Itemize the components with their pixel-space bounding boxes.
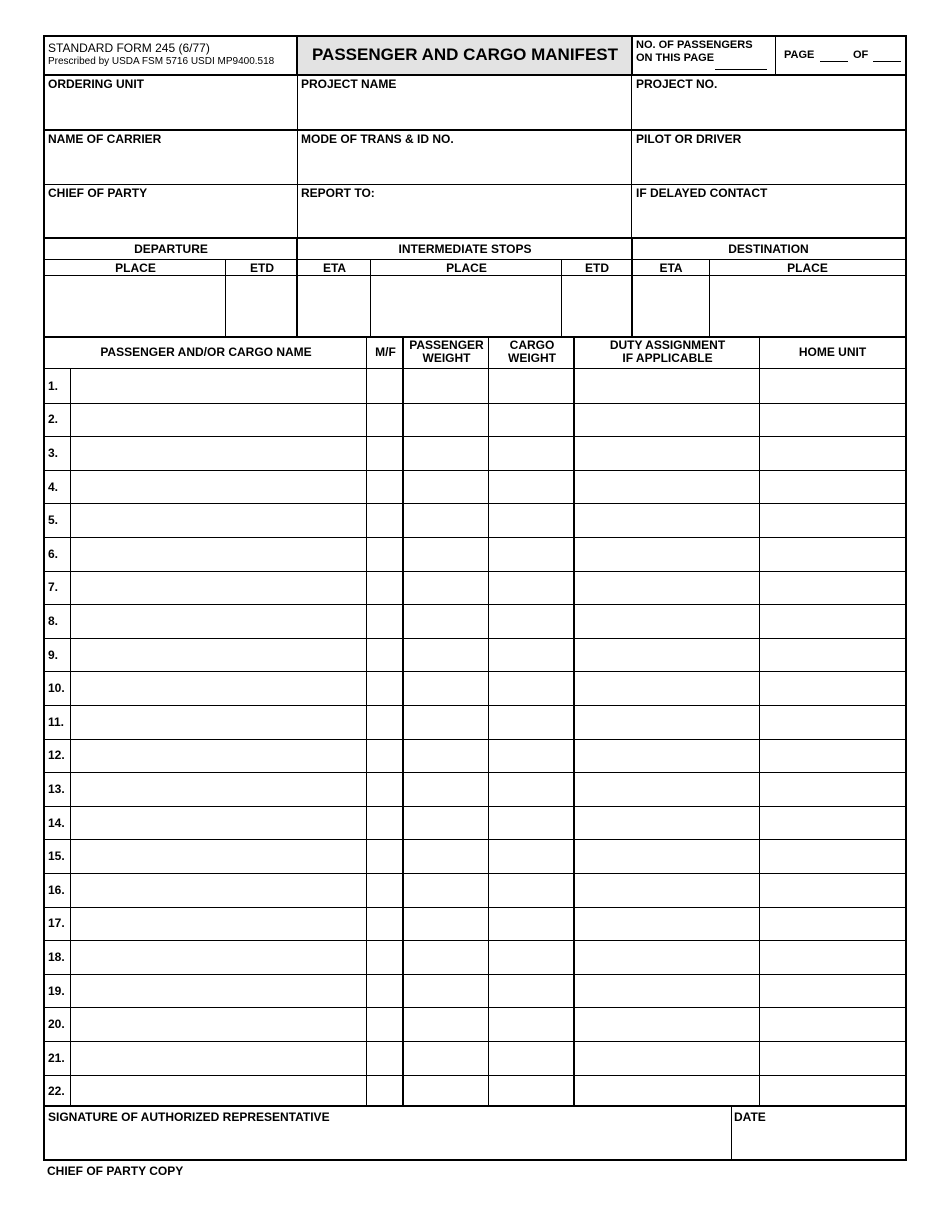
- pilot-or-driver-label: PILOT OR DRIVER: [636, 132, 742, 146]
- destination-header: DESTINATION: [728, 242, 809, 256]
- row-duty-assignment-field[interactable]: [575, 773, 759, 805]
- row-cargo-weight-field[interactable]: [489, 1076, 573, 1108]
- row-name-field[interactable]: [71, 740, 366, 772]
- departure-etd-label: ETD: [250, 261, 274, 275]
- row-number: 17.: [48, 916, 65, 931]
- row-name-field[interactable]: [71, 941, 366, 973]
- intermediate-eta-field[interactable]: [299, 278, 370, 336]
- row-name-field[interactable]: [71, 672, 366, 704]
- divider: [45, 74, 905, 76]
- table-row: [45, 638, 905, 672]
- row-number: 21.: [48, 1050, 65, 1065]
- row-name-field[interactable]: [71, 908, 366, 940]
- row-mf-field[interactable]: [367, 773, 402, 805]
- row-duty-assignment-field[interactable]: [575, 437, 759, 469]
- row-cargo-weight-field[interactable]: [489, 740, 573, 772]
- row-mf-field[interactable]: [367, 807, 402, 839]
- row-name-field[interactable]: [71, 706, 366, 738]
- table-row: [45, 739, 905, 773]
- row-name-field[interactable]: [71, 471, 366, 503]
- row-name-field[interactable]: [71, 1042, 366, 1074]
- divider: [45, 129, 905, 131]
- row-number: 3.: [48, 445, 59, 460]
- row-duty-assignment-field[interactable]: [575, 504, 759, 536]
- table-row: [45, 1075, 905, 1109]
- row-duty-assignment-field[interactable]: [575, 941, 759, 973]
- mode-of-trans-field[interactable]: [300, 147, 630, 183]
- name-of-carrier-label: NAME OF CARRIER: [48, 132, 162, 146]
- row-number: 14.: [48, 815, 65, 830]
- departure-place-label: PLACE: [115, 261, 156, 275]
- divider: [631, 75, 632, 240]
- row-passenger-weight-field[interactable]: [404, 404, 488, 436]
- row-number: 9.: [48, 647, 59, 662]
- report-to-field[interactable]: [300, 201, 630, 237]
- row-cargo-weight-field[interactable]: [489, 471, 573, 503]
- row-passenger-weight-field[interactable]: [404, 1042, 488, 1074]
- row-number: 5.: [48, 513, 59, 528]
- row-duty-assignment-field[interactable]: [575, 840, 759, 872]
- row-passenger-weight-field[interactable]: [404, 773, 488, 805]
- if-delayed-contact-field[interactable]: [635, 201, 905, 237]
- row-cargo-weight-field[interactable]: [489, 941, 573, 973]
- row-home-unit-field[interactable]: [760, 773, 905, 805]
- row-passenger-weight-field[interactable]: [404, 471, 488, 503]
- row-cargo-weight-field[interactable]: [489, 605, 573, 637]
- row-cargo-weight-field[interactable]: [489, 672, 573, 704]
- row-mf-field[interactable]: [367, 975, 402, 1007]
- table-row: [45, 537, 905, 571]
- row-passenger-weight-field[interactable]: [404, 370, 488, 402]
- row-duty-assignment-field[interactable]: [575, 807, 759, 839]
- intermediate-place-field[interactable]: [372, 278, 561, 336]
- row-name-field[interactable]: [71, 773, 366, 805]
- table-row: [45, 806, 905, 840]
- intermediate-stops-header: INTERMEDIATE STOPS: [398, 242, 532, 256]
- pilot-or-driver-field[interactable]: [635, 147, 905, 183]
- row-number: 15.: [48, 849, 65, 864]
- table-row: [45, 436, 905, 470]
- row-cargo-weight-field[interactable]: [489, 504, 573, 536]
- divider: [631, 238, 633, 337]
- intermediate-etd-label: ETD: [585, 261, 609, 275]
- row-home-unit-field[interactable]: [760, 672, 905, 704]
- intermediate-etd-field[interactable]: [563, 278, 631, 336]
- row-mf-field[interactable]: [367, 404, 402, 436]
- destination-eta-label: ETA: [659, 261, 683, 275]
- table-row: [45, 470, 905, 504]
- divider: [45, 275, 905, 276]
- row-cargo-weight-field[interactable]: [489, 437, 573, 469]
- ordering-unit-field[interactable]: [47, 92, 295, 128]
- row-duty-assignment-field[interactable]: [575, 404, 759, 436]
- row-number: 8.: [48, 613, 59, 628]
- form-number: STANDARD FORM 245 (6/77): [48, 41, 210, 55]
- row-name-field[interactable]: [71, 437, 366, 469]
- divider: [573, 337, 575, 1106]
- row-number: 2.: [48, 412, 59, 427]
- row-name-field[interactable]: [71, 538, 366, 570]
- divider: [296, 238, 298, 337]
- row-home-unit-field[interactable]: [760, 504, 905, 536]
- row-name-field[interactable]: [71, 639, 366, 671]
- row-mf-field[interactable]: [367, 908, 402, 940]
- row-home-unit-field[interactable]: [760, 605, 905, 637]
- row-duty-assignment-field[interactable]: [575, 672, 759, 704]
- divider: [731, 1107, 732, 1161]
- row-passenger-weight-field[interactable]: [404, 908, 488, 940]
- table-row: [45, 907, 905, 941]
- if-delayed-contact-label: IF DELAYED CONTACT: [636, 186, 768, 200]
- divider: [45, 368, 905, 369]
- row-home-unit-field[interactable]: [760, 740, 905, 772]
- row-name-field[interactable]: [71, 370, 366, 402]
- row-duty-assignment-field[interactable]: [575, 874, 759, 906]
- row-mf-field[interactable]: [367, 1008, 402, 1040]
- row-name-field[interactable]: [71, 572, 366, 604]
- table-row: [45, 503, 905, 537]
- passengers-count-field[interactable]: [715, 51, 767, 70]
- project-name-field[interactable]: [300, 92, 630, 128]
- row-number: 22.: [48, 1084, 65, 1099]
- row-name-field[interactable]: [71, 605, 366, 637]
- chief-of-party-field[interactable]: [47, 201, 295, 237]
- divider: [70, 369, 71, 1106]
- row-passenger-weight-field[interactable]: [404, 706, 488, 738]
- table-row: [45, 974, 905, 1008]
- row-duty-assignment-field[interactable]: [575, 471, 759, 503]
- row-mf-field[interactable]: [367, 706, 402, 738]
- row-name-field[interactable]: [71, 1008, 366, 1040]
- row-home-unit-field[interactable]: [760, 1008, 905, 1040]
- row-number: 19.: [48, 983, 65, 998]
- row-home-unit-field[interactable]: [760, 572, 905, 604]
- table-row: [45, 873, 905, 907]
- of-label: OF: [853, 49, 869, 61]
- row-passenger-weight-field[interactable]: [404, 1008, 488, 1040]
- destination-place-label: PLACE: [787, 261, 828, 275]
- row-number: 10.: [48, 681, 65, 696]
- col-cargo-weight-header: CARGO: [509, 338, 555, 352]
- row-cargo-weight-field[interactable]: [489, 975, 573, 1007]
- date-field[interactable]: [733, 1125, 903, 1157]
- row-name-field[interactable]: [71, 840, 366, 872]
- divider: [709, 259, 710, 337]
- row-mf-field[interactable]: [367, 1042, 402, 1074]
- table-row: [45, 1007, 905, 1041]
- row-cargo-weight-field[interactable]: [489, 773, 573, 805]
- page-total-field[interactable]: [873, 45, 901, 62]
- passengers-label: NO. OF PASSENGERS: [636, 39, 753, 51]
- row-name-field[interactable]: [71, 404, 366, 436]
- table-row: [45, 604, 905, 638]
- row-passenger-weight-field[interactable]: [404, 840, 488, 872]
- col-home-unit-header: HOME UNIT: [798, 345, 867, 359]
- report-to-label: REPORT TO:: [301, 186, 375, 200]
- divider: [45, 237, 905, 239]
- row-name-field[interactable]: [71, 504, 366, 536]
- row-home-unit-field[interactable]: [760, 1042, 905, 1074]
- row-home-unit-field[interactable]: [760, 404, 905, 436]
- row-duty-assignment-field[interactable]: [575, 572, 759, 604]
- table-row: [45, 940, 905, 974]
- divider: [45, 259, 905, 260]
- destination-eta-field[interactable]: [633, 278, 709, 336]
- row-mf-field[interactable]: [367, 504, 402, 536]
- row-home-unit-field[interactable]: [760, 941, 905, 973]
- row-cargo-weight-field[interactable]: [489, 370, 573, 402]
- row-cargo-weight-field[interactable]: [489, 1042, 573, 1074]
- row-cargo-weight-field[interactable]: [489, 1008, 573, 1040]
- row-cargo-weight-field[interactable]: [489, 874, 573, 906]
- row-passenger-weight-field[interactable]: [404, 1076, 488, 1108]
- row-mf-field[interactable]: [367, 941, 402, 973]
- row-mf-field[interactable]: [367, 740, 402, 772]
- table-row: [45, 772, 905, 806]
- row-home-unit-field[interactable]: [760, 874, 905, 906]
- row-duty-assignment-field[interactable]: [575, 605, 759, 637]
- signature-field[interactable]: [47, 1125, 729, 1157]
- row-home-unit-field[interactable]: [760, 1076, 905, 1108]
- intermediate-place-label: PLACE: [446, 261, 487, 275]
- row-duty-assignment-field[interactable]: [575, 1076, 759, 1108]
- row-number: 12.: [48, 748, 65, 763]
- project-no-label: PROJECT NO.: [636, 77, 718, 91]
- divider: [296, 37, 298, 76]
- col-passenger-weight-header: PASSENGER: [409, 338, 484, 352]
- row-mf-field[interactable]: [367, 605, 402, 637]
- row-cargo-weight-field[interactable]: [489, 908, 573, 940]
- row-home-unit-field[interactable]: [760, 370, 905, 402]
- project-no-field[interactable]: [635, 92, 905, 128]
- page-number-field[interactable]: [820, 45, 848, 62]
- row-number: 4.: [48, 479, 59, 494]
- row-passenger-weight-field[interactable]: [404, 572, 488, 604]
- row-cargo-weight-field[interactable]: [489, 639, 573, 671]
- col-mf-header: M/F: [375, 345, 396, 359]
- row-number: 6.: [48, 546, 59, 561]
- row-passenger-weight-field[interactable]: [404, 941, 488, 973]
- row-home-unit-field[interactable]: [760, 437, 905, 469]
- row-cargo-weight-field[interactable]: [489, 840, 573, 872]
- row-mf-field[interactable]: [367, 471, 402, 503]
- table-row: [45, 369, 905, 403]
- row-name-field[interactable]: [71, 807, 366, 839]
- row-duty-assignment-field[interactable]: [575, 975, 759, 1007]
- row-duty-assignment-field[interactable]: [575, 908, 759, 940]
- row-name-field[interactable]: [71, 975, 366, 1007]
- row-cargo-weight-field[interactable]: [489, 572, 573, 604]
- row-passenger-weight-field[interactable]: [404, 740, 488, 772]
- row-passenger-weight-field[interactable]: [404, 639, 488, 671]
- row-passenger-weight-field[interactable]: [404, 538, 488, 570]
- row-home-unit-field[interactable]: [760, 807, 905, 839]
- row-number: 11.: [48, 714, 65, 729]
- row-cargo-weight-field[interactable]: [489, 807, 573, 839]
- row-duty-assignment-field[interactable]: [575, 639, 759, 671]
- row-cargo-weight-field[interactable]: [489, 538, 573, 570]
- chief-of-party-label: CHIEF OF PARTY: [48, 186, 148, 200]
- row-duty-assignment-field[interactable]: [575, 1042, 759, 1074]
- row-passenger-weight-field[interactable]: [404, 975, 488, 1007]
- divider: [45, 184, 905, 185]
- table-row: [45, 403, 905, 437]
- divider: [561, 259, 562, 337]
- row-mf-field[interactable]: [367, 874, 402, 906]
- divider: [488, 337, 489, 1106]
- divider: [297, 75, 298, 240]
- row-home-unit-field[interactable]: [760, 840, 905, 872]
- mode-of-trans-label: MODE OF TRANS & ID NO.: [301, 132, 454, 146]
- form-title: PASSENGER AND CARGO MANIFEST: [311, 45, 619, 64]
- table-row: [45, 839, 905, 873]
- row-number: 13.: [48, 781, 65, 796]
- row-passenger-weight-field[interactable]: [404, 672, 488, 704]
- row-number: 16.: [48, 882, 65, 897]
- passengers-label-2: ON THIS PAGE: [636, 52, 715, 64]
- row-name-field[interactable]: [71, 874, 366, 906]
- divider: [225, 259, 226, 337]
- row-duty-assignment-field[interactable]: [575, 538, 759, 570]
- row-mf-field[interactable]: [367, 639, 402, 671]
- signature-label: SIGNATURE OF AUTHORIZED REPRESENTATIVE: [48, 1110, 330, 1124]
- table-row: [45, 671, 905, 705]
- table-row: [45, 1041, 905, 1075]
- ordering-unit-label: ORDERING UNIT: [48, 77, 144, 91]
- row-number: 20.: [48, 1017, 65, 1032]
- row-passenger-weight-field[interactable]: [404, 504, 488, 536]
- row-duty-assignment-field[interactable]: [575, 1008, 759, 1040]
- row-name-field[interactable]: [71, 1076, 366, 1108]
- divider: [775, 37, 776, 75]
- destination-place-field[interactable]: [711, 278, 905, 336]
- row-home-unit-field[interactable]: [760, 538, 905, 570]
- row-passenger-weight-field[interactable]: [404, 874, 488, 906]
- project-name-label: PROJECT NAME: [301, 77, 397, 91]
- divider: [370, 259, 371, 337]
- row-mf-field[interactable]: [367, 672, 402, 704]
- col-cargo-weight-header-2: WEIGHT: [508, 351, 556, 365]
- departure-place-field[interactable]: [46, 278, 225, 336]
- row-passenger-weight-field[interactable]: [404, 605, 488, 637]
- row-duty-assignment-field[interactable]: [575, 740, 759, 772]
- divider: [45, 336, 905, 338]
- row-home-unit-field[interactable]: [760, 639, 905, 671]
- row-mf-field[interactable]: [367, 572, 402, 604]
- manifest-form: [43, 35, 907, 1161]
- departure-etd-field[interactable]: [227, 278, 297, 336]
- col-duty-assignment-header-2: IF APPLICABLE: [622, 351, 713, 365]
- row-duty-assignment-field[interactable]: [575, 706, 759, 738]
- departure-header: DEPARTURE: [134, 242, 208, 256]
- row-number: 1.: [48, 378, 59, 393]
- row-mf-field[interactable]: [367, 437, 402, 469]
- row-number: 18.: [48, 949, 65, 964]
- divider: [631, 37, 633, 76]
- prescribed-note: Prescribed by USDA FSM 5716 USDI MP9400.518: [48, 56, 275, 67]
- row-cargo-weight-field[interactable]: [489, 404, 573, 436]
- row-passenger-weight-field[interactable]: [404, 437, 488, 469]
- intermediate-eta-label: ETA: [322, 261, 347, 275]
- table-row: [45, 705, 905, 739]
- divider: [402, 337, 404, 1106]
- page-label: PAGE: [784, 49, 815, 61]
- table-row: [45, 571, 905, 605]
- row-home-unit-field[interactable]: [760, 975, 905, 1007]
- row-mf-field[interactable]: [367, 538, 402, 570]
- row-duty-assignment-field[interactable]: [575, 370, 759, 402]
- row-home-unit-field[interactable]: [760, 908, 905, 940]
- row-mf-field[interactable]: [367, 1076, 402, 1108]
- name-of-carrier-field[interactable]: [47, 147, 295, 183]
- row-mf-field[interactable]: [367, 840, 402, 872]
- divider: [759, 337, 760, 1106]
- row-home-unit-field[interactable]: [760, 706, 905, 738]
- divider: [45, 1105, 905, 1107]
- copy-label: CHIEF OF PARTY COPY: [47, 1164, 184, 1178]
- row-home-unit-field[interactable]: [760, 471, 905, 503]
- row-passenger-weight-field[interactable]: [404, 807, 488, 839]
- row-number: 7.: [48, 580, 59, 595]
- row-mf-field[interactable]: [367, 370, 402, 402]
- divider: [366, 337, 367, 1106]
- col-duty-assignment-header: DUTY ASSIGNMENT: [609, 338, 726, 352]
- col-name-header: PASSENGER AND/OR CARGO NAME: [100, 345, 312, 359]
- row-cargo-weight-field[interactable]: [489, 706, 573, 738]
- date-label: DATE: [734, 1110, 766, 1124]
- col-passenger-weight-header-2: WEIGHT: [422, 351, 471, 365]
